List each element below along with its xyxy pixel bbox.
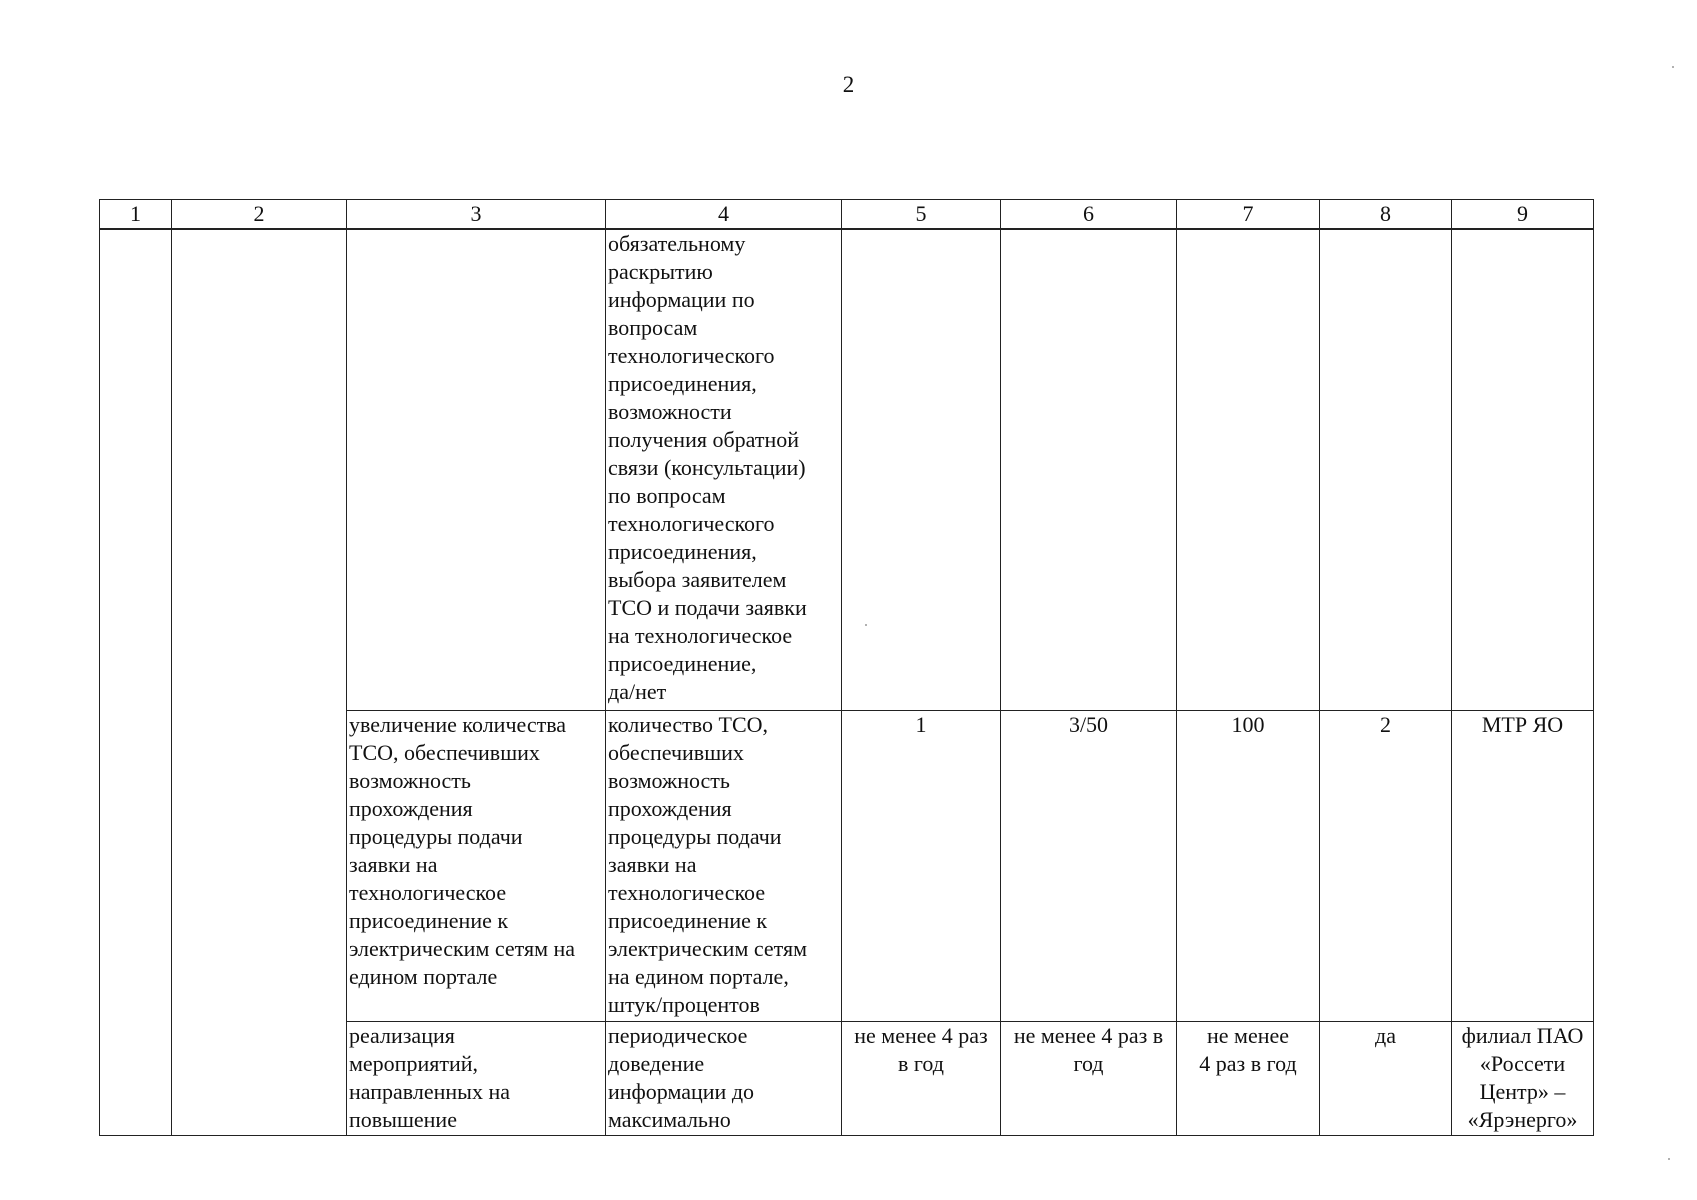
- scan-speck: [865, 624, 867, 626]
- cell-measure: реализация мероприятий, направленных на повышение: [347, 1021, 606, 1135]
- cell-col5: 1: [842, 710, 1001, 1021]
- cell-indicator: количество ТСО, обеспечивших возможность прохождения процедуры подачи заявки на технологическое присоединение к электрическим сетям на едином портале, штук/процентов: [606, 710, 842, 1021]
- cell-col9: [1452, 229, 1594, 710]
- cell-indicator: обязательному раскрытию информации по вопросам технологического присоединения, возможности получения обратной связи (консультации) по вопросам технологического присоединения, выбора заявителем ТСО и подачи заявки на технологическое присоединение, да/нет: [606, 229, 842, 710]
- column-header-9: 9: [1452, 200, 1594, 230]
- cell-responsible: филиал ПАО «Россети Центр» – «Ярэнерго»: [1452, 1021, 1594, 1135]
- cell-col1: [100, 229, 172, 1135]
- cell-col6: [1001, 229, 1177, 710]
- cell-col5: не менее 4 раз в год: [842, 1021, 1001, 1135]
- column-header-6: 6: [1001, 200, 1177, 230]
- cell-col3: [347, 229, 606, 710]
- cell-col8: да: [1320, 1021, 1452, 1135]
- cell-indicator: периодическое доведение информации до максимально: [606, 1021, 842, 1135]
- page-number: 2: [842, 72, 855, 97]
- cell-col6: не менее 4 раз в год: [1001, 1021, 1177, 1135]
- table-header: [100, 200, 1594, 230]
- cell-col7: не менее 4 раз в год: [1177, 1021, 1320, 1135]
- cell-col8: [1320, 229, 1452, 710]
- column-header-4: 4: [606, 200, 842, 230]
- cell-col2: [172, 229, 347, 1135]
- cell-col6: 3/50: [1001, 710, 1177, 1021]
- table-body: [100, 229, 1594, 1135]
- header-row: [100, 200, 1594, 230]
- column-header-3: 3: [347, 200, 606, 230]
- column-header-2: 2: [172, 200, 347, 230]
- cell-col8: 2: [1320, 710, 1452, 1021]
- cell-col5: [842, 229, 1001, 710]
- column-header-5: 5: [842, 200, 1001, 230]
- column-header-8: 8: [1320, 200, 1452, 230]
- cell-col7: [1177, 229, 1320, 710]
- data-table: [99, 199, 1594, 1136]
- scan-speck: [1672, 66, 1674, 68]
- table-row: [100, 229, 1594, 710]
- cell-measure: увеличение количества ТСО, обеспечивших возможность прохождения процедуры подачи заявки на технологическое присоединение к электрическим сетям на едином портале: [347, 710, 606, 1021]
- cell-col7: 100: [1177, 710, 1320, 1021]
- scan-speck: [1668, 1158, 1670, 1160]
- column-header-7: 7: [1177, 200, 1320, 230]
- column-header-1: 1: [100, 200, 172, 230]
- cell-responsible: МТР ЯО: [1452, 710, 1594, 1021]
